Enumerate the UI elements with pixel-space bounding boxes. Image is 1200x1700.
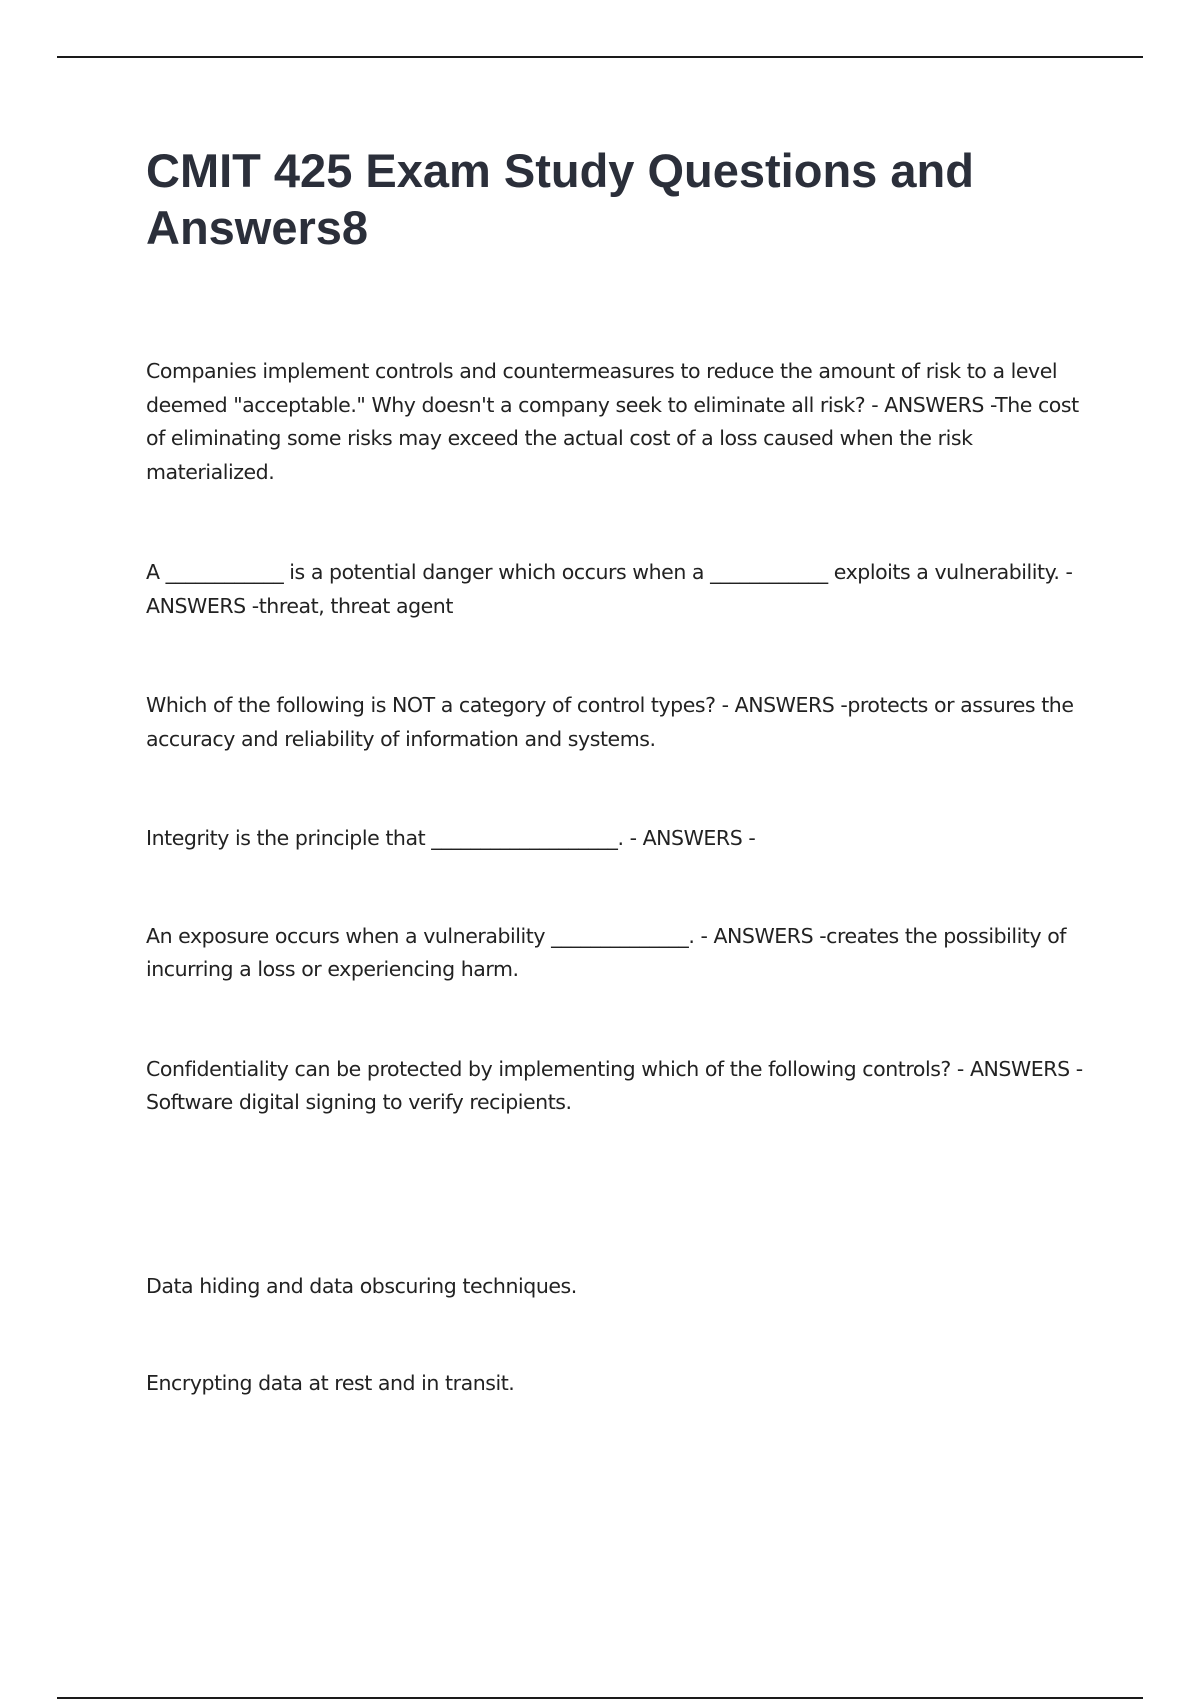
question-paragraph: A ____________ is a potential danger which occurs when a ____________ exploits a vulnerability. - ANSWERS -threat, threat agent: [146, 560, 1073, 618]
question-paragraph: Which of the following is NOT a category of control types? - ANSWERS -protects or assures the accuracy and reliability of information and systems.: [146, 693, 1074, 751]
question-paragraph: An exposure occurs when a vulnerability ______________. - ANSWERS -creates the possibility of incurring a loss or experiencing harm.: [146, 923, 1067, 981]
question-paragraph: Confidentiality can be protected by implementing which of the following controls? - ANSWERS - Software digital signing to verify recipients.: [146, 1056, 1083, 1114]
top-rule: [57, 56, 1143, 58]
question-paragraph: Companies implement controls and countermeasures to reduce the amount of risk to a level deemed "acceptable." Why doesn't a company seek to eliminate all risk? - ANSWERS -The cost of eliminating some risks may exceed the actual cost of a loss caused when the risk materialized.: [146, 359, 1079, 484]
document-body: [146, 355, 1086, 1401]
bottom-rule: [57, 1697, 1143, 1699]
document-title: CMIT 425 Exam Study Questions and Answers8: [146, 144, 974, 254]
answer-option-paragraph: Encrypting data at rest and in transit.: [146, 1371, 515, 1395]
question-paragraph: Integrity is the principle that ___________________. - ANSWERS -: [146, 826, 756, 850]
answer-option-paragraph: Data hiding and data obscuring techniques.: [146, 1273, 577, 1298]
